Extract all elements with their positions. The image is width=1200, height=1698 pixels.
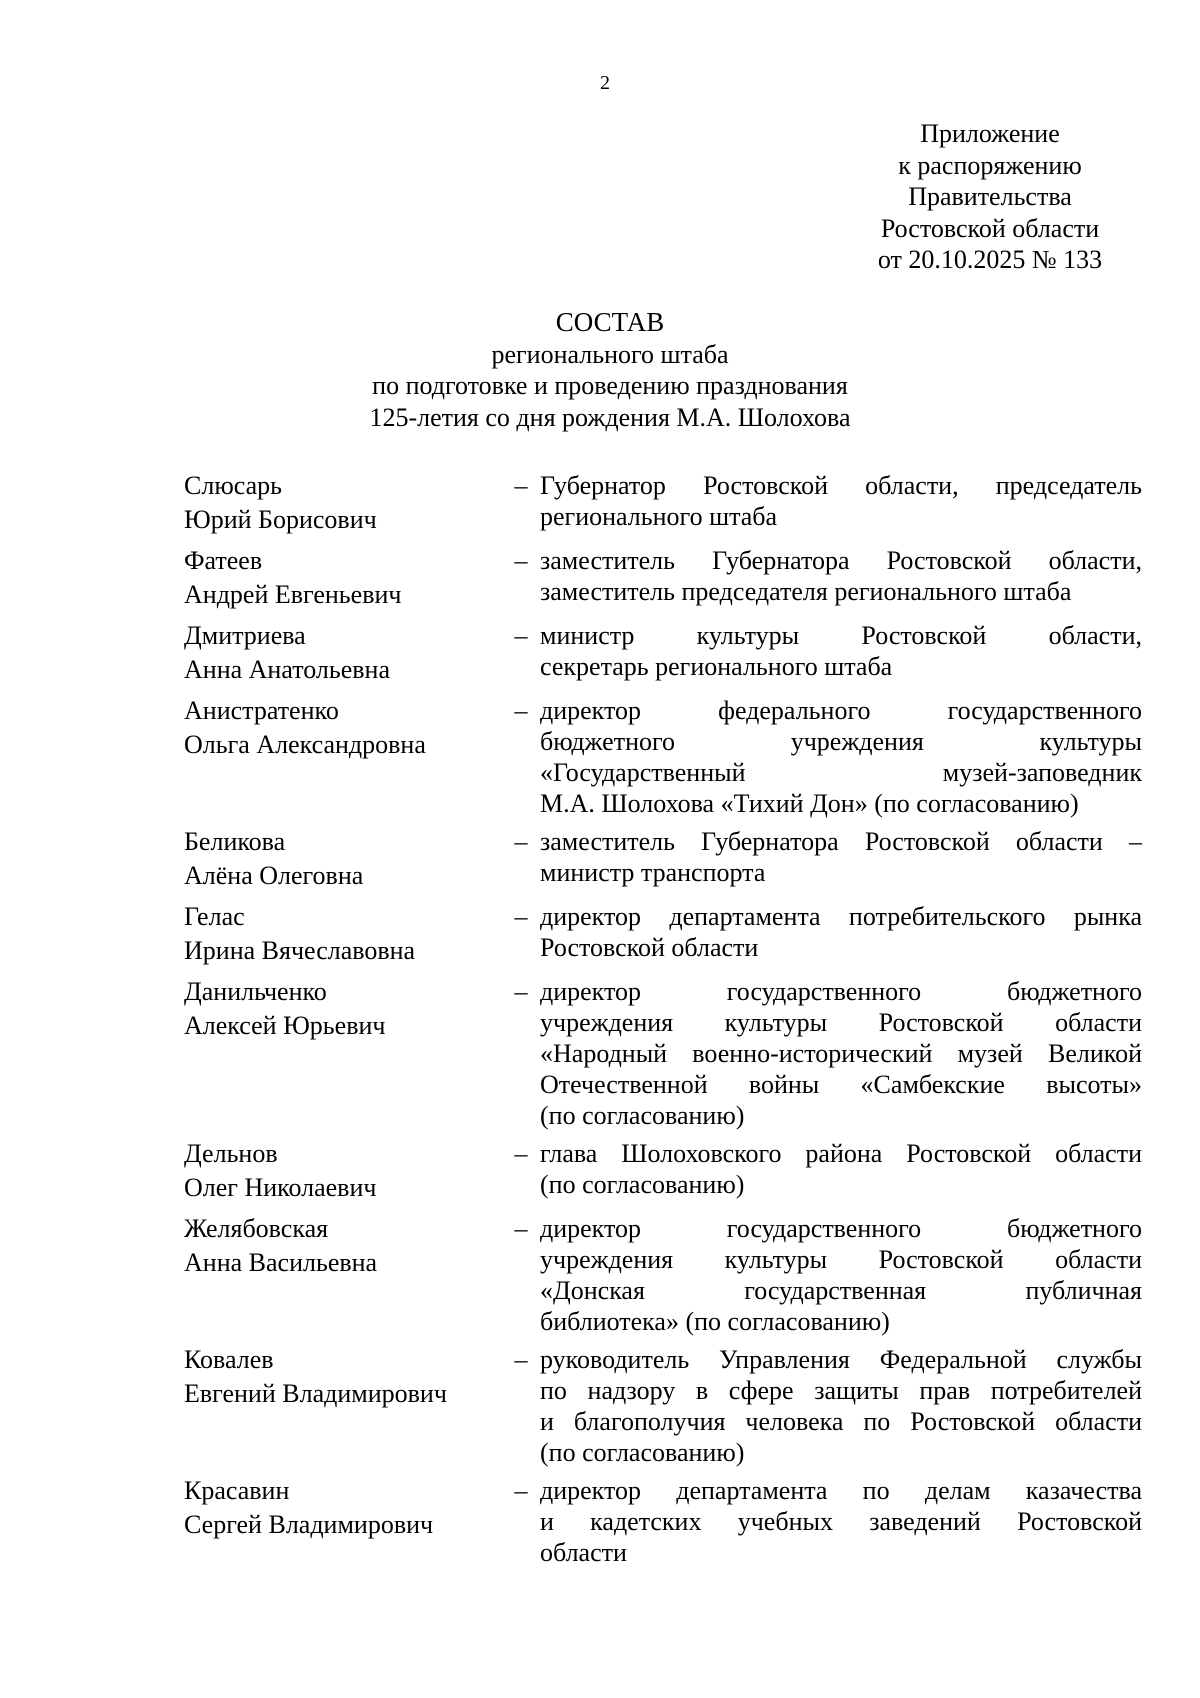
member-surname: Дельнов bbox=[184, 1139, 278, 1168]
title-subline: по подготовке и проведению празднования bbox=[372, 371, 848, 400]
member-role-line: области bbox=[540, 1538, 627, 1567]
member-role-line: министр культуры Ростовской области, bbox=[540, 621, 1142, 650]
member-role-line: (по согласованию) bbox=[540, 1101, 745, 1130]
member-role bbox=[540, 545, 1142, 613]
member-role-line: заместитель Губернатора Ростовской области, bbox=[540, 546, 1142, 575]
member-role-line: регионального штаба bbox=[540, 502, 778, 531]
member-role-line: (по согласованию) bbox=[540, 1170, 745, 1199]
member-name bbox=[0, 901, 502, 969]
appendix-line: от 20.10.2025 № 133 bbox=[877, 245, 1103, 274]
appendix-line: Правительства bbox=[908, 182, 1072, 211]
member-surname: Данильченко bbox=[184, 977, 327, 1006]
member-name bbox=[0, 1138, 502, 1206]
member-name bbox=[0, 976, 502, 1131]
member-row bbox=[0, 620, 1200, 688]
member-row bbox=[0, 1213, 1200, 1337]
member-role-line: библиотека» (по согласованию) bbox=[540, 1307, 890, 1336]
member-given-names: Евгений Владимирович bbox=[184, 1379, 447, 1408]
appendix-header bbox=[820, 118, 1160, 276]
member-name bbox=[0, 1475, 502, 1568]
member-role bbox=[540, 976, 1142, 1131]
member-name bbox=[0, 826, 502, 894]
member-row bbox=[0, 545, 1200, 613]
member-surname: Желябовская bbox=[184, 1214, 329, 1243]
member-dash: – bbox=[514, 1476, 528, 1505]
member-given-names: Алёна Олеговна bbox=[184, 861, 364, 890]
member-role-line: бюджетного учреждения культуры bbox=[540, 727, 1142, 756]
document-title bbox=[0, 307, 1200, 433]
member-role-line: и благополучия человека по Ростовской области bbox=[540, 1407, 1142, 1436]
member-role bbox=[540, 826, 1142, 894]
member-dash: – bbox=[514, 902, 528, 931]
title-main: СОСТАВ bbox=[555, 307, 665, 337]
member-surname: Ковалев bbox=[184, 1345, 274, 1374]
member-role-line: по надзору в сфере защиты прав потребителей bbox=[540, 1376, 1142, 1405]
appendix-line: Ростовской области bbox=[880, 213, 1100, 243]
member-surname: Фатеев bbox=[184, 546, 263, 575]
member-dash: – bbox=[514, 827, 528, 856]
member-role-line: Ростовской области bbox=[540, 933, 759, 962]
member-name bbox=[0, 1213, 502, 1337]
member-dash: – bbox=[514, 546, 528, 575]
member-role-line: М.А. Шолохова «Тихий Дон» (по согласованию) bbox=[540, 789, 1079, 818]
member-row bbox=[0, 976, 1200, 1131]
member-dash: – bbox=[514, 471, 528, 500]
member-role-line: и кадетских учебных заведений Ростовской bbox=[540, 1507, 1142, 1536]
member-row bbox=[0, 826, 1200, 894]
member-dash: – bbox=[514, 621, 528, 650]
member-role-line: руководитель Управления Федеральной службы bbox=[540, 1345, 1142, 1374]
member-given-names: Анна Васильевна bbox=[184, 1248, 378, 1277]
member-role-line: «Народный военно-исторический музей Великой bbox=[540, 1039, 1142, 1068]
member-given-names: Олег Николаевич bbox=[184, 1173, 377, 1202]
title-subline: регионального штаба bbox=[491, 339, 729, 369]
member-row bbox=[0, 695, 1200, 819]
member-given-names: Алексей Юрьевич bbox=[184, 1011, 386, 1040]
member-name bbox=[0, 470, 502, 538]
member-role bbox=[540, 1213, 1142, 1337]
member-row bbox=[0, 1344, 1200, 1468]
title-subline: 125-летия со дня рождения М.А. Шолохова bbox=[369, 402, 851, 432]
member-given-names: Анна Анатольевна bbox=[184, 655, 390, 684]
member-role-line: Отечественной войны «Самбекские высоты» bbox=[540, 1070, 1142, 1099]
page-number: 2 bbox=[600, 72, 610, 94]
member-given-names: Ирина Вячеславовна bbox=[184, 936, 416, 965]
member-role bbox=[540, 470, 1142, 538]
member-dash: – bbox=[514, 1139, 528, 1168]
member-role bbox=[540, 1138, 1142, 1206]
member-dash: – bbox=[514, 696, 528, 725]
appendix-line: к распоряжению bbox=[898, 150, 1082, 180]
member-role bbox=[540, 901, 1142, 969]
member-role-line: заместитель председателя регионального штаба bbox=[540, 577, 1072, 606]
member-name bbox=[0, 620, 502, 688]
member-given-names: Юрий Борисович bbox=[184, 505, 377, 534]
member-surname: Красавин bbox=[184, 1476, 290, 1505]
member-dash: – bbox=[514, 1214, 528, 1243]
member-role-line: глава Шолоховского района Ростовской области bbox=[540, 1139, 1142, 1168]
member-row bbox=[0, 901, 1200, 969]
member-name bbox=[0, 695, 502, 819]
member-name bbox=[0, 1344, 502, 1468]
member-role bbox=[540, 1344, 1142, 1468]
appendix-line: Приложение bbox=[920, 119, 1060, 148]
member-role-line: заместитель Губернатора Ростовской области – bbox=[540, 827, 1142, 856]
member-dash: – bbox=[514, 1345, 528, 1374]
member-role-line: директор департамента потребительского рынка bbox=[540, 902, 1142, 931]
member-surname: Гелас bbox=[184, 902, 245, 931]
member-role bbox=[540, 695, 1142, 819]
member-role bbox=[540, 1475, 1142, 1568]
member-surname: Анистратенко bbox=[184, 696, 339, 725]
members-list bbox=[0, 470, 1200, 1575]
member-given-names: Ольга Александровна bbox=[184, 730, 426, 759]
member-role-line: директор государственного бюджетного bbox=[540, 977, 1142, 1006]
member-role-line: директор федерального государственного bbox=[540, 696, 1142, 725]
member-role-line: «Донская государственная публичная bbox=[540, 1276, 1142, 1305]
member-given-names: Сергей Владимирович bbox=[184, 1510, 434, 1539]
member-role-line: учреждения культуры Ростовской области bbox=[540, 1245, 1142, 1274]
member-role-line: директор департамента по делам казачества bbox=[540, 1476, 1142, 1505]
member-row bbox=[0, 1138, 1200, 1206]
member-role-line: директор государственного бюджетного bbox=[540, 1214, 1142, 1243]
member-surname: Слюсарь bbox=[184, 471, 282, 500]
member-role-line: (по согласованию) bbox=[540, 1438, 745, 1467]
member-role-line: «Государственный музей-заповедник bbox=[540, 758, 1142, 787]
member-row bbox=[0, 470, 1200, 538]
member-surname: Дмитриева bbox=[184, 621, 306, 650]
member-name bbox=[0, 545, 502, 613]
member-row bbox=[0, 1475, 1200, 1568]
member-given-names: Андрей Евгеньевич bbox=[184, 580, 402, 609]
member-role bbox=[540, 620, 1142, 688]
member-dash: – bbox=[514, 977, 528, 1006]
member-role-line: учреждения культуры Ростовской области bbox=[540, 1008, 1142, 1037]
member-role-line: Губернатор Ростовской области, председатель bbox=[540, 471, 1142, 500]
member-surname: Беликова bbox=[184, 827, 286, 856]
member-role-line: министр транспорта bbox=[540, 858, 766, 887]
member-role-line: секретарь регионального штаба bbox=[540, 652, 893, 681]
